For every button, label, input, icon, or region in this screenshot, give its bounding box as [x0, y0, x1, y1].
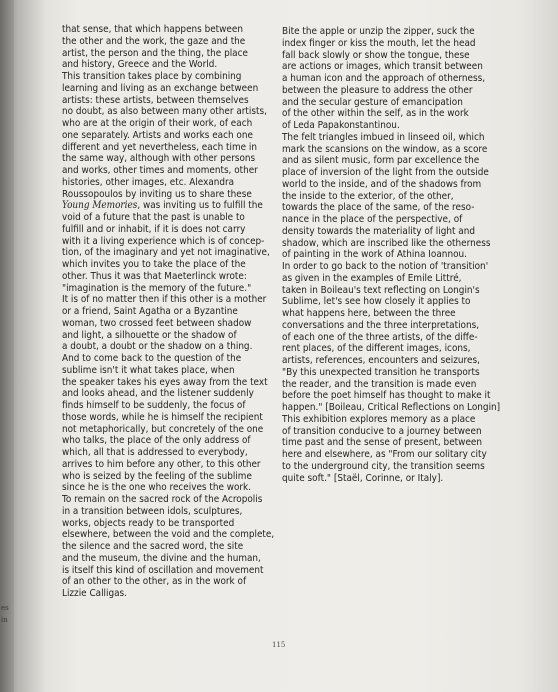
text-line: or a friend, Saint Agatha or a Byzantine — [62, 306, 238, 317]
text-line: not metaphorically, but concretely of the one — [62, 423, 264, 435]
text-line: a doubt, a doubt or the shadow on a thing. — [62, 341, 253, 353]
text-line: different and yet nevertheless, each time in — [62, 141, 257, 153]
page-number: 115 — [272, 641, 286, 649]
text-line: To remain on the sacred rock of the Acropolis — [62, 494, 263, 505]
text-line: learning and living as an exchange between — [62, 82, 259, 94]
text-line: other. Thus it was that Maeterlinck wrote: — [62, 270, 247, 282]
text-line: before the poet himself has thought to make it — [282, 390, 491, 402]
text-line: This exhibition explores memory as a place — [282, 413, 476, 425]
previous-page-fragment: in — [1, 616, 8, 624]
text-line: one separately. Artists and works each one — [62, 129, 253, 141]
text-line: of an other to the other, as in the work of — [62, 576, 247, 588]
text-line: works, objects ready to be transported — [62, 517, 235, 529]
text-line: artists, references, encounters and seizures, — [282, 355, 480, 366]
text-line: Bite the apple or unzip the zipper, suck the — [282, 26, 475, 37]
text-line: elsewhere, between the void and the complete, — [62, 529, 275, 541]
text-line: fulfill and or inhabit, if it is does not carry — [62, 223, 246, 235]
text-line: Lizzie Calligas. — [62, 588, 128, 599]
text-line: which invites you to take the place of the — [62, 259, 246, 270]
text-line: to the underground city, the transition seems — [282, 460, 485, 472]
text-line: that sense, that which happens between — [62, 24, 243, 35]
text-line: tion, of the imaginary and yet not imaginative, — [62, 247, 270, 259]
text-line: between the pleasure to address the other — [282, 84, 473, 96]
text-line: is itself this kind of oscillation and movement — [62, 564, 264, 576]
text-line: Sublime, let's see how closely it applies to — [282, 296, 471, 308]
text-line: happen." [Boileau, Critical Reflections on Longin] — [282, 402, 501, 413]
text-line: and light, a silhouette or the shadow of — [62, 329, 237, 341]
text-line: "imagination is the memory of the future." — [62, 282, 252, 294]
text-line: artist, the person and the thing, the place — [62, 47, 248, 59]
previous-page-edge — [0, 0, 14, 692]
text-line: place of inversion of the light from the outside — [282, 167, 489, 178]
text-line: with it a living experience which is of concep- — [62, 235, 265, 247]
left-text-column — [62, 24, 274, 600]
previous-page-fragment: es — [1, 604, 9, 612]
text-line: and the museum, the divine and the human, — [62, 552, 261, 564]
text-line: of each one of the three artists, of the diffe- — [282, 331, 478, 343]
text-line: who are at the origin of their work, of each — [62, 118, 253, 129]
text-line: In order to go back to the notion of 'transition' — [282, 261, 489, 272]
text-line: index finger or kiss the mouth, let the head — [282, 37, 476, 49]
text-line: are actions or images, which transit between — [282, 61, 483, 73]
text-line: artists: these artists, between themselves — [62, 94, 249, 106]
text-line: the reader, and the transition is made even — [282, 378, 477, 390]
text-line: of Leda Papakonstantinou. — [282, 120, 400, 131]
text-line: and works, other times and moments, other — [62, 165, 258, 176]
right-text-column — [282, 26, 500, 484]
text-line: who is seized by the feeling of the sublime — [62, 470, 252, 482]
text-line: world to the inside, and of the shadows from — [282, 178, 482, 190]
text-line: woman, two crossed feet between shadow — [62, 317, 252, 329]
text-line: finds himself to be suddenly, the focus of — [62, 400, 246, 411]
text-line: fall back slowly or show the tongue, these — [282, 49, 470, 61]
text-line: quite soft." [Staël, Corinne, or Italy]. — [282, 472, 444, 484]
text-line: histories, other images, etc. Alexandra — [62, 176, 235, 188]
text-line: the inside to the exterior, of the other, — [282, 190, 454, 202]
text-line: of the other within the self, as in the work — [282, 108, 469, 120]
text-line: a human icon and the approach of otherness, — [282, 73, 486, 84]
text-line: Young Memories, was inviting us to fulfill the — [62, 200, 263, 212]
text-line: the silence and the sacred word, the site — [62, 541, 244, 552]
text-line: the other and the work, the gaze and the — [62, 35, 246, 47]
text-line: those words, while he is himself the recipient — [62, 411, 263, 423]
text-line: of transition conducive to a journey between — [282, 425, 482, 437]
text-line: arrives to him before any other, to this other — [62, 458, 261, 470]
text-line: since he is the one who receives the work. — [62, 482, 252, 494]
text-line: which, all that is addressed to everybody, — [62, 447, 248, 458]
text-line: This transition takes place by combining — [62, 71, 242, 82]
text-line: It is of no matter then if this other is a mother — [62, 294, 267, 306]
text-line: and looks ahead, and the listener suddenly — [62, 388, 254, 400]
text-line: the speaker takes his eyes away from the text — [62, 376, 268, 388]
text-line: time past and the sense of present, between — [282, 437, 483, 449]
text-line: Roussopoulos by inviting us to share these — [62, 188, 252, 200]
text-line: taken in Boileau's text reflecting on Longin's — [282, 284, 480, 296]
text-line: and the secular gesture of emancipation — [282, 96, 463, 108]
text-line: and as silent music, form par excellence the — [282, 155, 480, 167]
text-line: the same way, although with other persons — [62, 153, 256, 165]
text-line: as given in the examples of Emile Littré, — [282, 272, 462, 284]
text-line: in a transition between idols, sculptures, — [62, 505, 243, 517]
text-line: who talks, the place of the only address of — [62, 435, 251, 447]
text-line: nance in the place of the perspective, of — [282, 214, 463, 225]
text-line: here and elsewhere, as "From our solitary city — [282, 449, 487, 460]
text-line: of painting in the work of Athina Ioannou. — [282, 249, 467, 261]
text-line: void of a future that the past is unable to — [62, 212, 245, 223]
text-line: no doubt, as also between many other artists, — [62, 106, 267, 118]
text-line: towards the place of the same, of the reso- — [282, 202, 475, 214]
text-line: density towards the materiality of light and — [282, 225, 476, 237]
text-line: The felt triangles imbued in linseed oil, which — [282, 131, 485, 143]
text-line: sublime isn't it what takes place, when — [62, 364, 235, 376]
text-line: and history, Greece and the World. — [62, 59, 218, 71]
text-line: what happens here, between the three — [282, 308, 456, 319]
text-line: rent places, of the different images, icons, — [282, 343, 471, 355]
text-line: "By this unexpected transition he transports — [282, 366, 480, 378]
text-line: conversations and the three interpretations, — [282, 319, 480, 331]
text-line: mark the scansions on the window, as a score — [282, 143, 488, 155]
text-line: And to come back to the question of the — [62, 353, 242, 364]
text-line: shadow, which are inscribed like the otherness — [282, 237, 491, 249]
